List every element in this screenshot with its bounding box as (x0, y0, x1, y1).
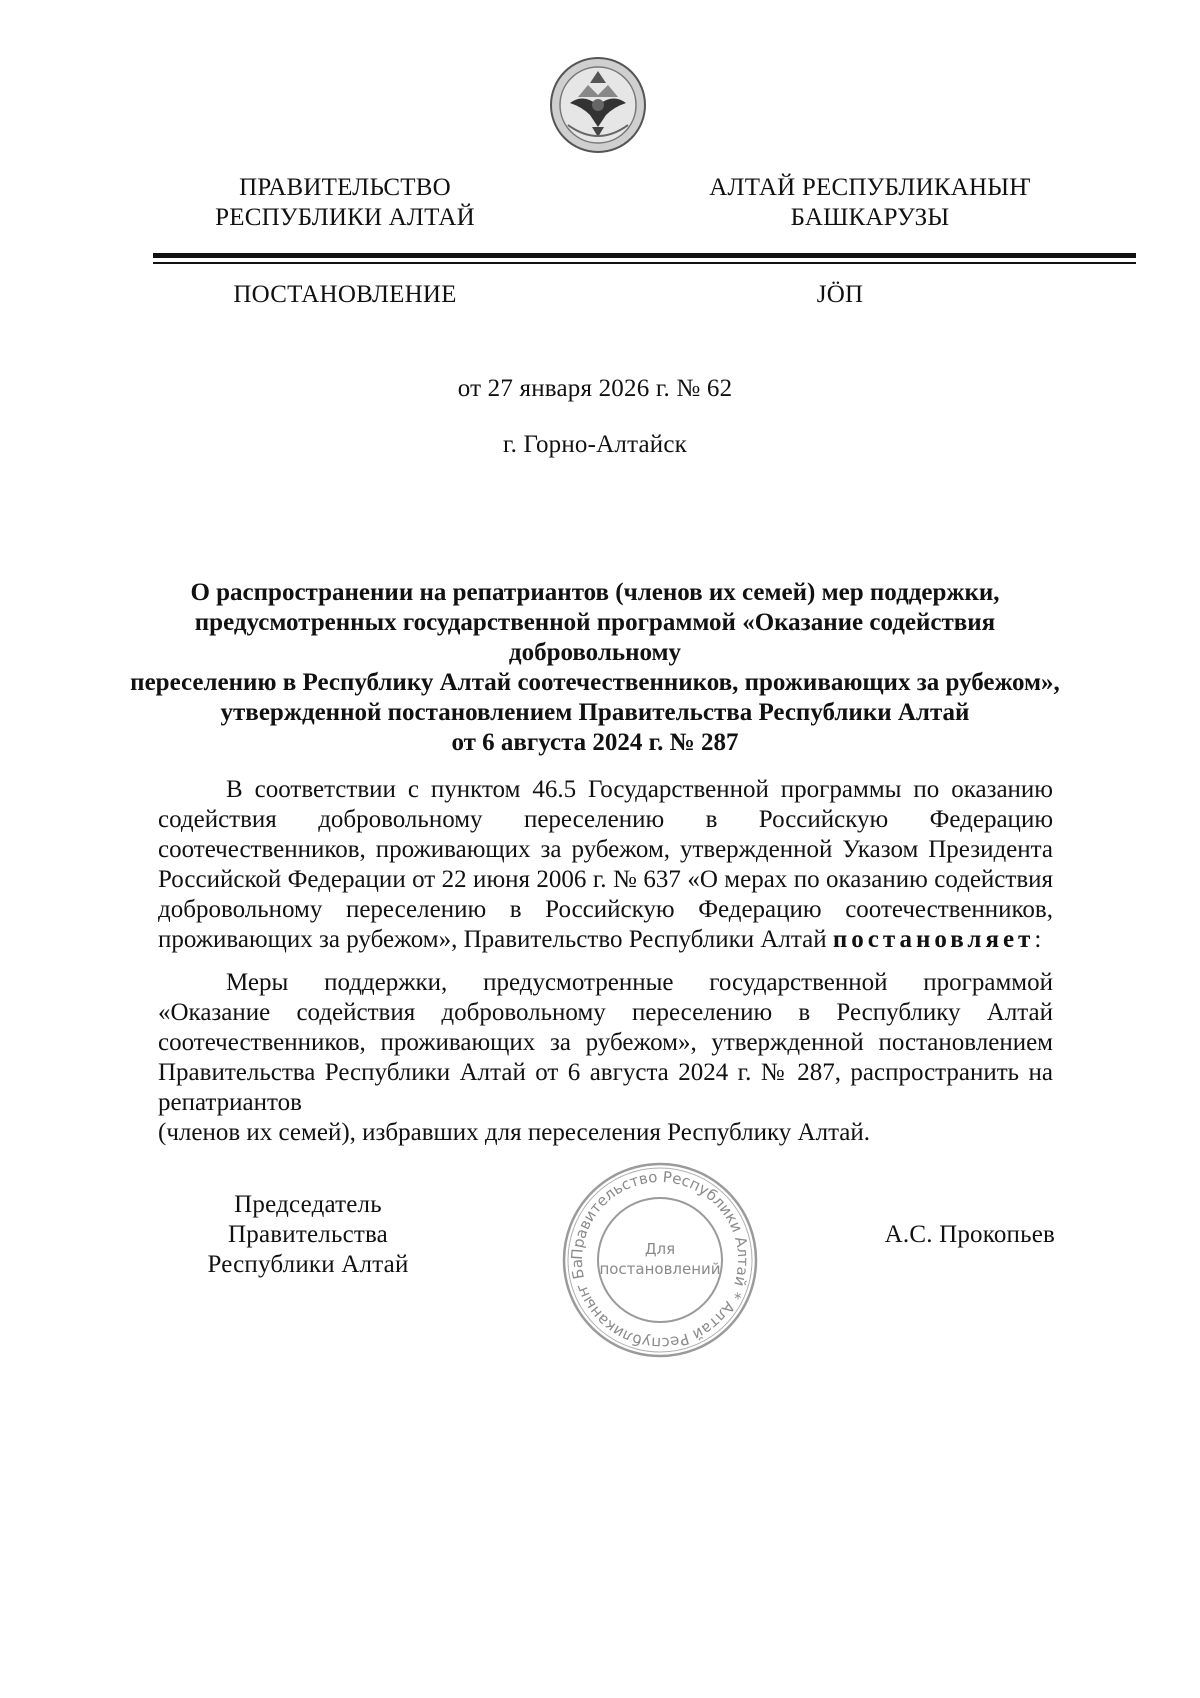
title-line: переселению в Республику Алтай соотечественников, проживающих за рубежом», (130, 669, 1060, 696)
signatory-name: А.С. Прокопьев (884, 1221, 1055, 1248)
header-rule-thick (153, 253, 1136, 258)
header-left (195, 173, 495, 233)
date-line: от 27 января 2026 г. № 62 (457, 375, 733, 402)
seal-icon (560, 1160, 760, 1360)
decree-keyword: постановляет (832, 926, 1035, 953)
paragraph-1-body: В соответствии с пунктом 46.5 Государственной программы по оказанию содействия добровольному переселению в Российскую Федерацию соотечественников, проживающих за рубежом, утвержденной Указом Президента Российской Федерации от 22 июня 2006 г. № 637 «О мерах по оказанию содействия добровольному переселению в Российскую Федерацию соотечественников, (158, 776, 1053, 923)
seal-ring-textpath: Правительство Республики Алтай * Алтай Республиканыҥ Ба (567, 1167, 753, 1353)
signatory-position (158, 1190, 458, 1280)
title-line: О распространении на репатриантов (членов их семей) мер поддержки, (190, 579, 1000, 606)
coat-of-arms-icon (548, 55, 648, 155)
official-seal (560, 1160, 760, 1360)
header-left-line2: РЕСПУБЛИКИ АЛТАЙ (215, 204, 475, 231)
paragraph-1 (158, 775, 1053, 955)
title-line: утвержденной постановлением Правительства Республики Алтай (220, 699, 970, 726)
header-right-line1: АЛТАЙ РЕСПУБЛИКАНЫҤ (709, 174, 1031, 201)
header-right-line2: БАШКАРУЗЫ (790, 204, 950, 231)
signatory-position-line2: Республики Алтай (207, 1251, 409, 1278)
header-left-line1: ПРАВИТЕЛЬСТВО (239, 174, 451, 201)
paragraph-2-body: Меры поддержки, предусмотренные государственной программой «Оказание содействия добровольному переселению в Республику Алтай соотечественников, проживающих за рубежом», утвержденной постановлением Правительства Республики Алтай от 6 августа 2024 г. № 287, распространить на репатриантов (158, 969, 1053, 1116)
doc-type-left: ПОСТАНОВЛЕНИЕ (233, 281, 457, 308)
header-right (700, 173, 1040, 233)
doc-type-right: JÖП (816, 281, 864, 308)
seal-center-line1: Для (644, 1240, 676, 1258)
paragraph-1-last-text: проживающих за рубежом», Правительство Республики Алтай (158, 926, 833, 953)
signatory-position-line1: Председатель Правительства (228, 1191, 388, 1248)
paragraph-2 (158, 968, 1053, 1148)
seal-center-line2: постановлений (599, 1260, 721, 1278)
title-line: от 6 августа 2024 г. № 287 (451, 729, 739, 756)
paragraph-1-last-line (158, 925, 1053, 955)
paragraph-1-suffix: : (1034, 926, 1042, 953)
city: г. Горно-Алтайск (502, 431, 688, 458)
header-rule-thin (153, 262, 1136, 264)
document-title (120, 578, 1070, 758)
title-line: предусмотренных государственной программой «Оказание содействия добровольному (194, 609, 996, 666)
paragraph-2-last-line: (членов их семей), избравших для переселения Республику Алтай. (158, 1119, 871, 1146)
